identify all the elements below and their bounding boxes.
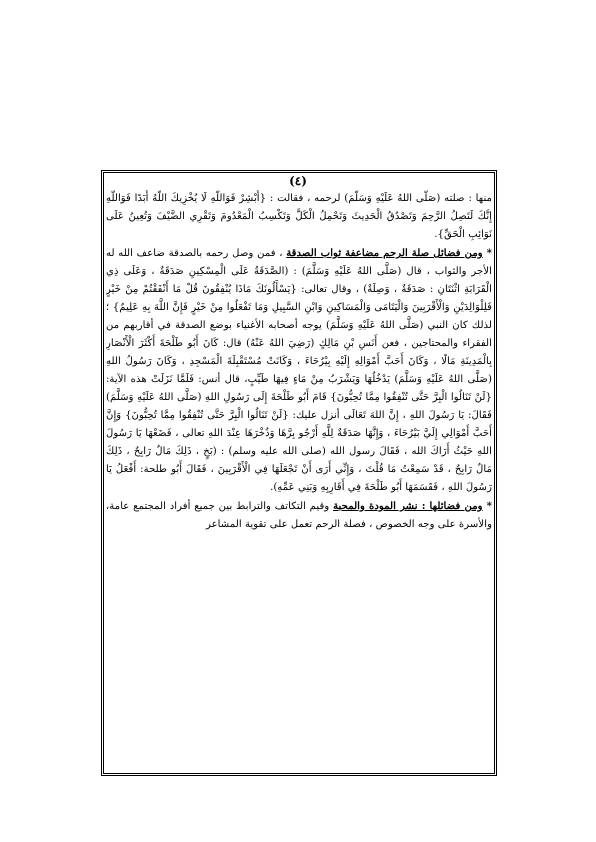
page-number: (٤) — [289, 174, 307, 188]
paragraph-3 — [106, 497, 492, 534]
paragraph-text: وقيم التكاتف والترابط بين جميع أفراد المجتمع عامة، والأسرة على وجه الخصوص ، فصلة الرحم تعمل على تقوية المشاعر — [106, 501, 492, 530]
body-text — [106, 190, 492, 766]
section-heading: ومن فضائل صلة الرحم مضاعفة ثواب الصدقة — [286, 247, 483, 259]
paragraph-2 — [106, 244, 492, 497]
bullet-star: * — [482, 500, 492, 512]
bullet-star: * — [482, 247, 492, 259]
section-heading: ومن فضائلها : نشر المودة والمحبة — [333, 500, 483, 512]
paragraph-text: ، فمن وصل رحمه بالصدقة ضاعف الله له الأجر والثواب ، قال (صَلَّى اللهُ عَلَيْهِ وَسَلَّمَ) : (الصَّدَقَةُ عَلَى الْمِسْكِينِ صَدَقَةٌ ، وَعَلَى ذِي الْقَرَابَةِ اثْنَتَانِ : صَدَقَةٌ ، وَصِلَةٌ) ، وقال تعالى: {يَسْأَلُونَكَ مَاذَا يُنْفِقُونَ قُلْ مَا أَنْفَقْتُمْ مِنْ خَيْرٍ فَلِلْوَالِدَيْنِ وَالْأَقْرَبِينَ وَالْيَتَامَى وَالْمَسَاكِينِ وَابْنِ السَّبِيلِ وَمَا تَفْعَلُوا مِنْ خَيْرٍ فَإِنَّ اللَّهَ بِهِ عَلِيمٌ} ؛ لذلك كان النبي (صَلَّى اللهُ عَلَيْهِ وَسَلَّمَ) يوجه أصحابه الأغنياء بوضع الصدقة في أقاربهم من الفقراء والمحتاجين ، فعن أَنَسِ بْنِ مَالِكٍ (رَضِيَ اللهُ عَنْهُ) قال: كَانَ أَبُو طَلْحَةَ أَكْثَرَ الْأَنْصَارِ بِالْمَدِينَةِ مَالًا ، وَكَانَ أَحَبَّ أَمْوَالِهِ إِلَيْهِ بِيْرُحَاءَ ، وَكَانَتْ مُسْتَقْبِلَةَ الْمَسْجِدِ ، وَكَانَ رَسُولُ اللهِ (صَلَّى اللهُ عَلَيْهِ وَسَلَّمَ) يَدْخُلُهَا وَيَشْرَبُ مِنْ مَاءٍ فِيهَا طَيِّبٍ، قال أنس: فَلَمَّا نَزَلَتْ هذه الآية:{لَنْ تَنَالُوا الْبِرَّ حَتَّى تُنْفِقُوا مِمَّا تُحِبُّونَ} قَامَ أَبُو طَلْحَةَ إِلَى رَسُولِ اللهِ (صَلَّى اللهُ عَلَيْهِ وَسَلَّمَ) فَقَالَ: يَا رَسُولَ اللهِ ، إِنَّ اللهَ تَعَالَى أنزل عليك: {لَنْ تَنَالُوا الْبِرَّ حَتَّى تُنْفِقُوا مِمَّا تُحِبُّونَ} وَإِنَّ أَحَبَّ أَمْوَالِي إِلَيَّ بَيْرُحَاءَ ، وَإِنَّهَا صَدَقَةٌ لِلَّهِ أَرْجُو بِرَّهَا وَذُخْرَهَا عِنْدَ اللهِ تعالى ، فَضَعْهَا يَا رَسُولَ اللهِ حَيْثُ أَرَاكَ الله ، فَقَالَ رسول الله (صلى الله عليه وسلم) : (بَخٍ ، ذَلِكَ مَالٌ رَابِحٌ ، ذَلِكَ مَالٌ رَابِحٌ ، قَدْ سَمِعْتُ مَا قُلْتَ ، وَإِنِّي أَرَى أَنْ تَجْعَلَهَا فِي الْأَقْرَبِينَ ، فَقَالَ أَبُو طلحة: أَفْعَلُ يَا رَسُولَ اللهِ ، فَقَسَمَهَا أَبُو طَلْحَةَ فِي أَقَارِبِهِ وَبَنِي عَمِّهِ). — [106, 248, 492, 493]
paragraph-1: منها : صلته (صَلَّى اللهُ عَلَيْهِ وَسَلَّمَ) لرحمه ، فقالت : {أَبْشِرْ فَوَاللَّهِ لَا يُخْزِيكَ اللَّهُ أَبَدًا فَوَاللَّهِ إِنَّكَ لَتَصِلُ الرَّحِمَ وَتَصْدُقُ الْحَدِيثَ وَتَحْمِلُ الْكَلَّ وَتَكْسِبُ الْمَعْدُومَ وَتَقْرِي الضَّيْفَ وَتُعِينُ عَلَى نَوَائِبِ الْحَقِّ}. — [106, 193, 492, 240]
